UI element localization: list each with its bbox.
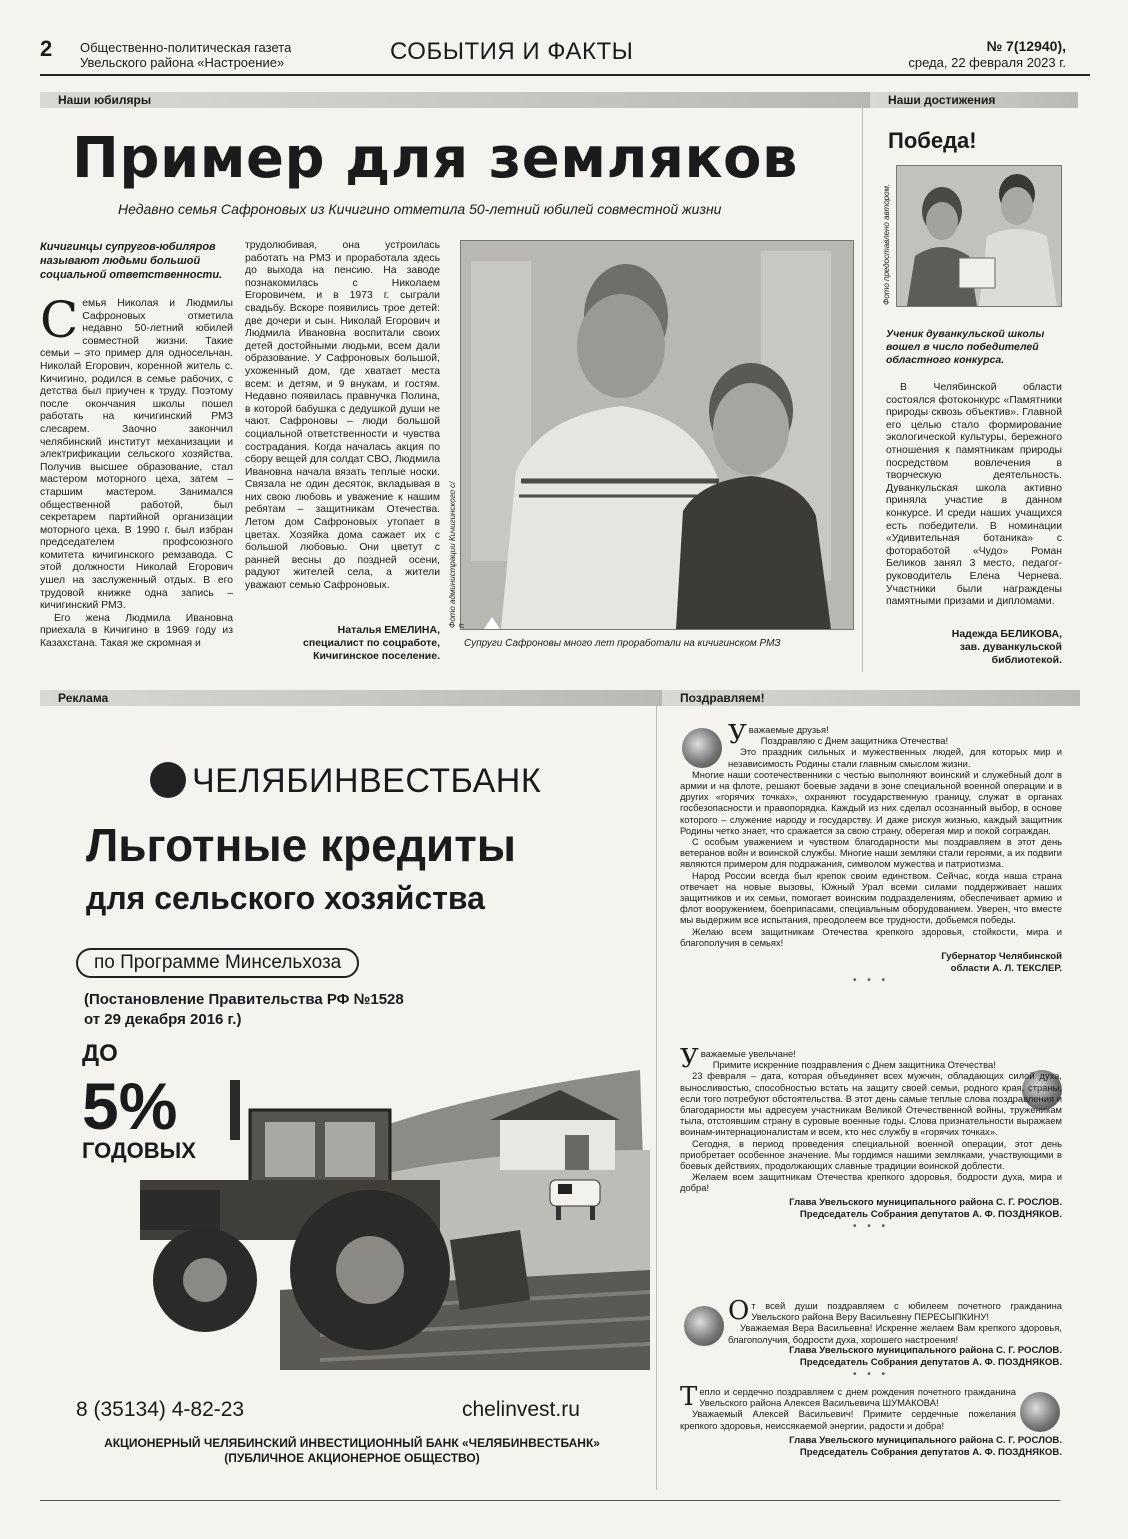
section-bar-achievements: Наши достижения: [870, 92, 1078, 108]
column-divider: [862, 92, 863, 672]
ad-legal-line2: (ПУБЛИЧНОЕ АКЦИОНЕРНОЕ ОБЩЕСТВО): [224, 1451, 480, 1465]
congrats-governor-signature: [680, 951, 1062, 975]
congrats-shumakov-p1: епло и сердечно поздравляем с днем рождения почетного гражданина Увельского района Алексея Васильевича ШУМАКОВА!: [699, 1386, 1016, 1409]
achievement-byline-role2: библиотекой.: [991, 654, 1062, 666]
article-col1-p1: емья Николая и Людмилы Сафроновых отметила недавно 50-летний юбилей совместной жизни. Такие семьи – это пример для односельчан. Николай Егорович, коренной житель с. Кичигино, родился в семье рабочих, с детства был приучен к труду. Поэтому после окончания школы пошел работать на кичигинский РМЗ слесарем. Заочно закончил челябинский институт механизации и электрификации сельского хозяйства. Получив высшее образование, стал мастером моторного цеха, затем – старшим мастером. Занимался общественной работой, был секретарем партийной организации моторного цеха. В 1990 г. был избран председателем профсоюзного комитета кичигинского ремзавода. С этой должности Николай Егорович ушел на заслуженный отдых. В его трудовой книжке одна запись – кичигинский РМЗ.: [40, 298, 233, 612]
section-bar-congrats: Поздравляем!: [662, 690, 1080, 706]
achievement-body: [886, 382, 1062, 609]
section-bar-jubilee: Наши юбиляры: [40, 92, 870, 108]
tractor-illustration: [120, 1040, 650, 1370]
congrats-peresypkina-dropcap: О: [728, 1296, 750, 1326]
issue-date: среда, 22 февраля 2023 г.: [908, 55, 1066, 70]
congrats-district-p1: Примите искренние поздравления с Днем защитника Отечества!: [712, 1059, 996, 1071]
photo-caption: Супруги Сафроновы много лет проработали на кичигинском РМЗ: [464, 638, 781, 649]
article-col1-p2: Его жена Людмила Ивановна приехала в Кичигино в 1969 году из Казахстана. Такая же скромная и: [40, 612, 233, 650]
winner-photo: [896, 165, 1062, 307]
ad-site: chelinvest.ru: [462, 1398, 580, 1421]
column-divider-bottom: [656, 690, 657, 1490]
congrats-peresypkina-p2: Уважаемая Вера Васильевна! Искренне желаем Вам крепкого здоровья, благополучия, бодрости духа, хорошего настроения!: [728, 1322, 1062, 1345]
congrats-governor-p6: Желаю всем защитникам Отечества крепкого здоровья, стойкости, мира и благополучия в семьях!: [680, 925, 1062, 948]
congrats-shumakov-p2: Уважаемый Алексей Васильевич! Примите сердечные пожелания крепкого здоровья, неиссякаемой энергии, радости и добра!: [680, 1408, 1016, 1431]
achievement-byline-name: Надежда БЕЛИКОВА,: [951, 628, 1062, 640]
ad-rate-prefix: ДО: [82, 1040, 118, 1067]
achievement-title: Победа!: [888, 128, 977, 153]
couple-photo-illustration: [461, 241, 853, 629]
paper-name: [80, 40, 340, 70]
ad-program: по Программе Минсельхоза: [76, 948, 359, 978]
congrats-peresypkina-p1: т всей души поздравляем с юбилеем почетного гражданина Увельского района Веру Васильевну ПЕРЕСЫПКИНУ!: [751, 1300, 1062, 1323]
ad-phone: 8 (35134) 4-82-23: [76, 1398, 245, 1421]
congrats-governor-p4: С особым уважением и чувством благодарности мы поздравляем в этот день ветеранов войн и воинской службы. Многие наши земляки стали героями, а их подвиги являются примером для подражания, символом мужества и патриотизма.: [680, 836, 1062, 870]
winner-photo-illustration: [897, 166, 1061, 306]
ad-subheadline: для сельского хозяйства: [86, 880, 485, 916]
congrats-district-dropcap: У: [680, 1044, 699, 1074]
congrats-peresypkina-sig2: Председатель Собрания депутатов А. Ф. ПОЗДНЯКОВ.: [799, 1356, 1062, 1368]
article-column-1: [40, 291, 233, 651]
congrats-district-p3: Сегодня, в период проведения специальной военной операции, этот день приобретает особенное значение. Мы гордимся нашими земляками, участвующими в боевых действиях, продолжающих славные традиции воинской доблести.: [680, 1137, 1062, 1172]
ad-legal: [72, 1436, 632, 1466]
achievement-byline-role1: зав. дуванкульской: [959, 641, 1062, 653]
congrats-district-sig2: Председатель Собрания депутатов А. Ф. ПОЗДНЯКОВ.: [799, 1208, 1062, 1220]
winner-photo-credit: Фото предоставлено автором.: [882, 183, 891, 305]
ad-rate: 5%: [82, 1069, 178, 1143]
achievement-lead: Ученик дуванкульской школы вошел в число победителей областного конкурса.: [886, 328, 1045, 366]
bank-brand: ЧЕЛЯБИНВЕСТБАНК: [192, 762, 542, 800]
congrats-district: [680, 1044, 1062, 1232]
congrats-district-signature: [680, 1197, 1062, 1221]
paper-name-line2: Увельского района «Настроение»: [80, 55, 285, 70]
congrats-separator-1: • • •: [852, 975, 890, 987]
congrats-shumakov-dropcap: Т: [680, 1382, 698, 1412]
congrats-peresypkina-signature: [680, 1345, 1062, 1369]
achievement-byline: [886, 628, 1062, 667]
page-number: 2: [40, 36, 53, 61]
congrats-shumakov-signature: [680, 1435, 1062, 1459]
congrats-governor-p1: Поздравляю с Днем защитника Отечества!: [760, 735, 949, 747]
ad-decree-line2: от 29 декабря 2016 г.): [84, 1011, 242, 1028]
paper-name-line1: Общественно-политическая газета: [80, 40, 292, 55]
achievement-body-text: В Челябинской области состоялся фотоконкурс «Памятники природы сквозь объектив». Главной его целью стало формирование экологической культуры, бережного отношения к памятникам природы посредством вовлечения в творческую деятельность. Дуванкульская школа активно приняла участие в данном конкурсе. И среди наших учащихся есть победители. В номинации «Удивительная ботаника» с фоторабoтой «Чудо» Роман Беликов занял 3 место, педагог-руководитель Елена Чернева. Участники были награждены памятными призами и дипломами.: [886, 382, 1062, 608]
caption-triangle-icon: [484, 617, 500, 629]
congrats-district-sig1: Глава Увельского муниципального района С. Г. РОСЛОВ.: [789, 1196, 1062, 1208]
issue-info: [908, 38, 1066, 71]
article-byline-name: Наталья ЕМЕЛИНА,: [337, 624, 440, 636]
couple-photo: [460, 240, 854, 630]
ad-legal-line1: АКЦИОНЕРНЫЙ ЧЕЛЯБИНСКИЙ ИНВЕСТИЦИОННЫЙ БАНК «ЧЕЛЯБИНВЕСТБАНК»: [104, 1436, 600, 1450]
congrats-peresypkina: [680, 1296, 1062, 1380]
bank-logo-icon: [150, 762, 186, 798]
congrats-governor-p5: Народ России всегда был крепок своим единством. Сейчас, когда наша страна отвечает на новые вызовы, Южный Урал всеми силами поддерживает наших защитников и их семьи, помогает воинским подразделениям, обеспечивает армию и флот вооружением, боеприпасами, специальным оборудованием. Уверен, что вместе мы выдержим все испытания, преодолеем все трудности, добьемся победы.: [680, 869, 1062, 926]
photo-credit: Фото администрации Кичигинского с/п: [448, 481, 466, 628]
article-subhead: Недавно семья Сафроновых из Кичигино отметила 50-летний юбилей совместной жизни: [118, 201, 722, 217]
footer-rule: [40, 1500, 1060, 1501]
congrats-governor-sig1: Губернатор Челябинской: [941, 951, 1062, 963]
ad-decree: [84, 990, 404, 1030]
congrats-district-greeting: важаемые увельчане!: [700, 1048, 796, 1059]
congrats-district-p2: 23 февраля – дата, которая объединяет всех мужчин, обладающих силой духа, выносливостью, способностью встать на защиту своей семьи, родного края, страны, если того потребуют обстоятельства. В этот день самые теплые слова поздравления и благодарности мы адресуем участникам Великой Отечественной войны, труженикам тыла, отстоявшим страну в суровые военные годы. Слова признательности выражаем воинам-интернационалистам и всем, кто нес службу в «горячих точках».: [680, 1070, 1062, 1138]
page-rubric: СОБЫТИЯ И ФАКТЫ: [390, 38, 634, 65]
article-column-2: [245, 240, 440, 593]
article-col2-p1: трудолюбивая, она устроилась работать на РМЗ и проработала здесь до выхода на пенсию. На заводе познакомилась с Николаем Егоровичем, и в 1973 г. сыграли свадьбу. Вскоре появились трое детей: две дочери и сын. Николай Егорович и Людмила Ивановна воспитали своих детей достойными людьми, всем дали образование. У Сафроновых большой, ухоженный дом, где хватает места всем: и детям, и 9 внукам, и гостям. Недавно появилась правнучка Полина, в которой бабушка с дедушкой души не чают. Сафроновы – люди большой социальной ответственности и чувства сострадания. Когда началась акция по сбору вещей для солдат СВО, Людмила Ивановна начала вязать теплые носки. Связала не один десяток, вкладывая в них свою любовь и уважение к нашим ребятам – защитникам Отечества. Летом дом Сафроновых утопает в цветах. Хозяйка дома сажает их с большой любовью. Они цветут с ранней весны до поздней осени, радуют жителей села, а жители уважают семью Сафроновых.: [245, 240, 440, 592]
article-dropcap: С: [40, 291, 79, 349]
article-byline-role1: специалист по соцработе,: [303, 637, 440, 649]
congrats-peresypkina-sig1: Глава Увельского муниципального района С. Г. РОСЛОВ.: [789, 1344, 1062, 1356]
section-bar-ads: Реклама: [40, 690, 668, 706]
issue-number: № 7(12940),: [986, 38, 1066, 54]
ad-rate-suffix: ГОДОВЫХ: [82, 1138, 196, 1163]
congrats-shumakov-sig1: Глава Увельского муниципального района С. Г. РОСЛОВ.: [789, 1434, 1062, 1446]
congrats-governor-p2: Это праздник сильных и мужественных людей, для которых мир и независимость Родины стали главным смыслом жизни.: [728, 746, 1062, 769]
ad-headline: Льготные кредиты: [86, 819, 517, 871]
congrats-governor: [680, 720, 1062, 987]
article-headline: Пример для земляков: [72, 126, 798, 191]
congrats-shumakov: [680, 1382, 1062, 1459]
congrats-shumakov-sig2: Председатель Собрания депутатов А. Ф. ПОЗДНЯКОВ.: [799, 1446, 1062, 1458]
congrats-separator-3: • • •: [852, 1368, 890, 1380]
congrats-governor-p3: Многие наши соотечественники с честью выполняют воинский и служебный долг в армии и на флоте, решают боевые задачи в зоне специальной военной операции и в других «горячих точках», охраняют государственную границу, служат в органах госбезопасности и правопорядка. Каждый из них сделал осознанный выбор, в основе которого – служение народу и государству. И даже рискуя жизнью, каждый защитник Родины четко знает, что сражается за свою страну, оберегая мир и покой сограждан.: [680, 768, 1062, 836]
article-byline: [245, 624, 440, 663]
congrats-governor-dropcap: У: [728, 720, 747, 750]
bank-logo: [150, 762, 541, 801]
article-lead: Кичигинцы супругов-юбиляров называют людьми большой социальной ответственности.: [40, 241, 223, 281]
congrats-separator-2: • • •: [852, 1220, 890, 1232]
congrats-governor-sig2: области А. Л. ТЕКСЛЕР.: [950, 963, 1062, 975]
article-byline-role2: Кичигинское поселение.: [313, 650, 440, 662]
header-rule: [40, 74, 1090, 76]
congrats-district-p4: Желаем всем защитникам Отечества крепкого здоровья, бодрости духа, мира и добра!: [680, 1171, 1062, 1194]
ad-decree-line1: (Постановление Правительства РФ №1528: [84, 991, 404, 1008]
congrats-governor-greeting: важаемые друзья!: [748, 724, 829, 735]
